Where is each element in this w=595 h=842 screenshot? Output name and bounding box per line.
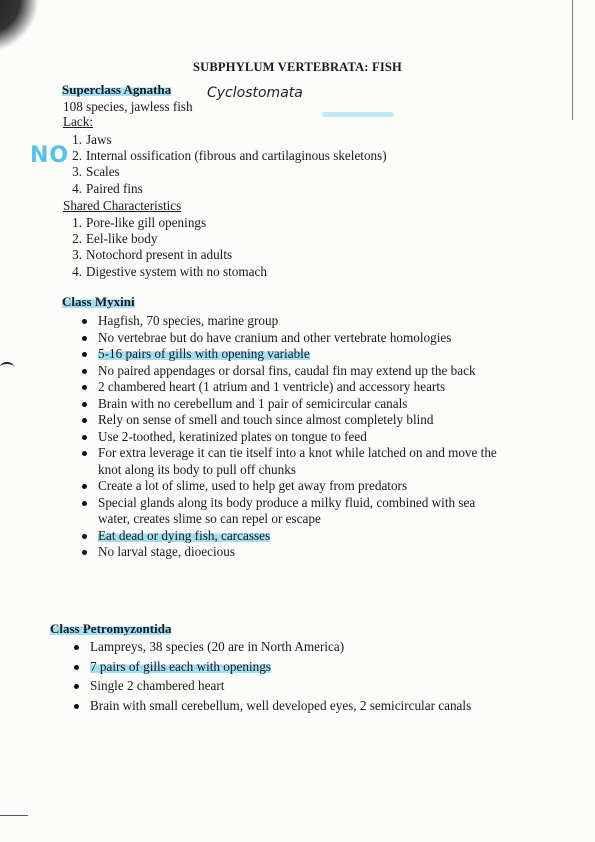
scan-margin-mark: [0, 362, 14, 372]
myxini-heading-text: Class Myxini: [62, 294, 135, 309]
list-item: Eat dead or dying fish, carcasses: [98, 528, 498, 545]
scan-corner-shadow: [0, 0, 52, 60]
agnatha-heading-text: Superclass Agnatha: [62, 82, 172, 97]
petromyzontida-heading-text: Class Petromyzontida: [50, 621, 172, 636]
list-item: 7 pairs of gills each with openings: [90, 659, 510, 676]
list-item: Special glands along its body produce a milky fluid, combined with sea water, creates slime so can repel or escape: [98, 495, 498, 528]
lack-label: Lack:: [63, 114, 94, 129]
myxini-heading: [62, 294, 135, 310]
list-item: Single 2 chambered heart: [90, 678, 510, 695]
handwritten-note-cyclostomata: Cyclostomata: [207, 85, 303, 101]
list-item: Brain with no cerebellum and 1 pair of semicircular canals: [98, 396, 498, 413]
list-item: For extra leverage it can tie itself into a knot while latched on and move the knot along its body to pull off chunks: [98, 445, 498, 478]
faint-highlight-mark: [322, 112, 394, 117]
document-page: SUBPHYLUM VERTEBRATA: FISH Superclass Agnatha Cyclostomata 108 species, jawless fish Lack: NO 1. Jaws 2. Internal ossification (fibrous and cartilaginous skeletons) 3. Scales 4. Paired fins Shared Characteristics 1. Pore-like gill openings 2. Eel-like body 3. Notochord present in adults 4. Digestive system with no stomach Class Myxini Hagfish, 70 species, marine group No vertebrae but do have cranium and other vertebrate homologies 5-16 pairs of gills with opening variable No paired appendages or dorsal fins, caudal fin may extend up the back 2 chambered heart (1 atrium and 1 ventricle) and accessory hearts Brain with no cerebellum and 1 pair of semicircular canals Rely on sense of smell and touch since almost completely blind Use 2-toothed, keratinized plates on tongue to feed For extra leverage it can tie itself into a knot while latched on and move the knot along its body to pull off chunks Create a lot of slime, used to help get away from predators Special glands along its body produce a milky fluid, combined with sea water, creates slime so can repel or escape Eat dead or dying fish, carcasses No larval stage, dioecious Class Petromyzontida Lampreys, 38 species (20 are in North America) 7 pairs of gills each with openings Single 2 chambered heart Brain with small cerebellum, well developed eyes, 2 semicircular canals: [0, 0, 595, 842]
list-item: Rely on sense of smell and touch since almost completely blind: [98, 412, 498, 429]
page-title: SUBPHYLUM VERTEBRATA: FISH: [193, 60, 402, 74]
list-item: 5-16 pairs of gills with opening variable: [98, 346, 498, 363]
scan-bottom-line: [0, 815, 28, 816]
list-item: 2 chambered heart (1 atrium and 1 ventricle) and accessory hearts: [98, 379, 498, 396]
agnatha-heading: [62, 82, 171, 98]
list-item: No paired appendages or dorsal fins, caudal fin may extend up the back: [98, 363, 498, 380]
shared-characteristics-label: Shared Characteristics: [63, 198, 182, 213]
petromyzontida-heading: [50, 621, 171, 637]
handwritten-no-mark: NO: [30, 143, 70, 168]
petromyzontida-list: [90, 639, 510, 714]
agnatha-species: 108 species, jawless fish: [63, 99, 193, 114]
list-item: No larval stage, dioecious: [98, 544, 498, 561]
list-item: Lampreys, 38 species (20 are in North America): [90, 639, 510, 656]
myxini-list: [98, 313, 498, 561]
list-item: Use 2-toothed, keratinized plates on tongue to feed: [98, 429, 498, 446]
list-item: No vertebrae but do have cranium and other vertebrate homologies: [98, 330, 498, 347]
list-item: Hagfish, 70 species, marine group: [98, 313, 498, 330]
list-item: Brain with small cerebellum, well developed eyes, 2 semicircular canals: [90, 698, 510, 715]
list-item: Create a lot of slime, used to help get away from predators: [98, 478, 498, 495]
